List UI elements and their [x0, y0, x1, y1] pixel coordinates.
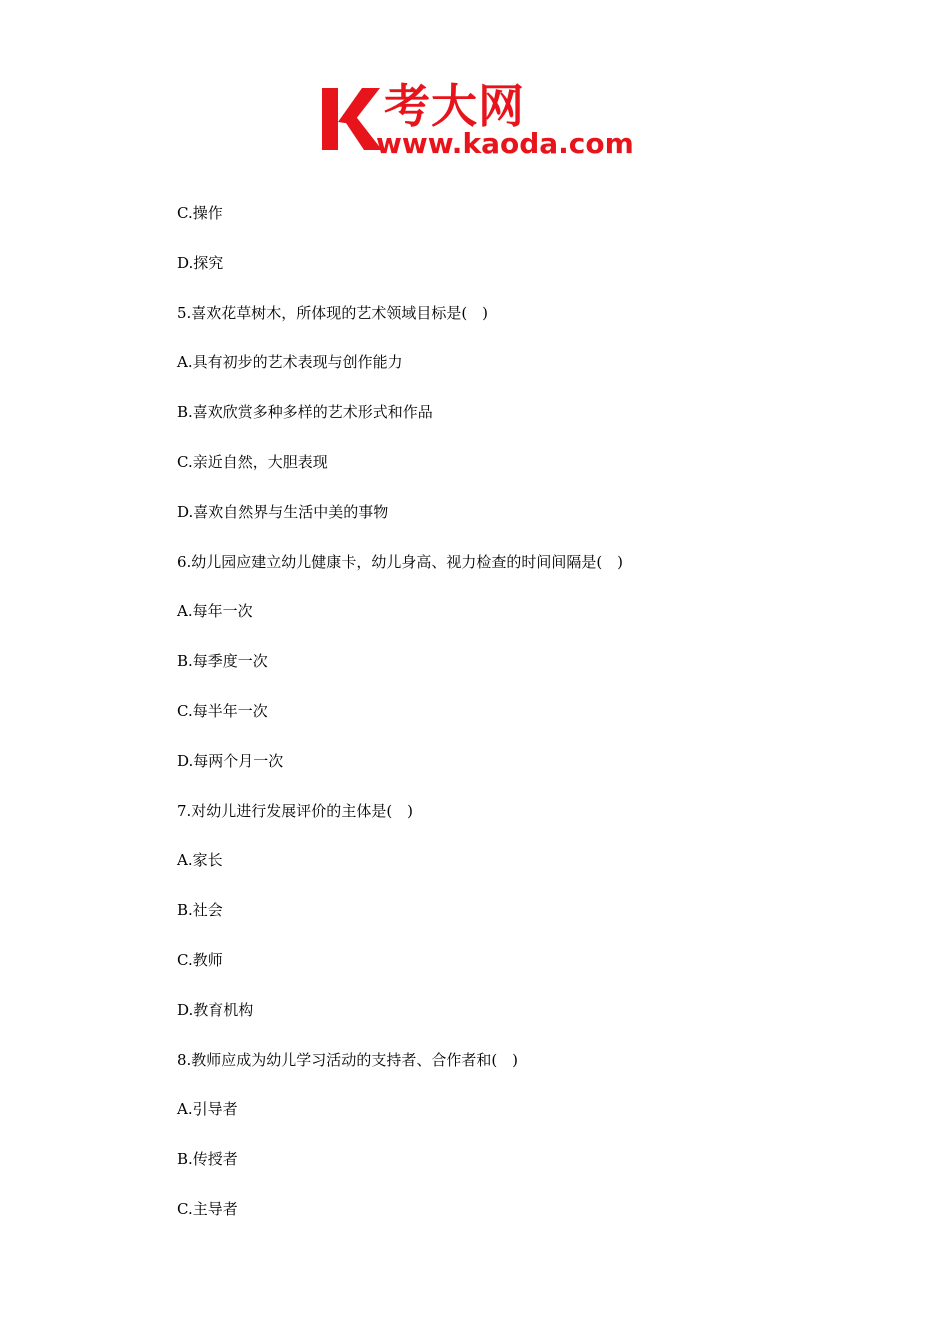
option-line: B.喜欢欣赏多种多样的艺术形式和作品 [177, 403, 433, 422]
logo-chinese-text: 考大网 [384, 79, 525, 133]
option-line: A.每年一次 [177, 602, 253, 621]
question-line: 8.教师应成为幼儿学习活动的支持者、合作者和( ) [177, 1050, 519, 1069]
question-content [177, 199, 877, 1245]
option-line: D.喜欢自然界与生活中美的事物 [177, 502, 389, 521]
question-line: 6.幼儿园应建立幼儿健康卡，幼儿身高、视力检查的时间间隔是( ) [177, 552, 624, 571]
option-line: D.每两个月一次 [177, 751, 284, 770]
option-line: B.每季度一次 [177, 652, 268, 671]
option-line: C.主导者 [177, 1199, 238, 1218]
option-line: C.操作 [177, 204, 223, 222]
logo-website-text: www.kaoda.com [376, 127, 634, 160]
option-line: D.探究 [177, 253, 224, 272]
option-line: A.引导者 [177, 1100, 238, 1119]
kaoda-logo [318, 80, 638, 160]
option-line: C.每半年一次 [177, 701, 268, 720]
option-line: C.教师 [177, 950, 223, 969]
question-line: 5.喜欢花草树木，所体现的艺术领域目标是( ) [177, 303, 489, 322]
option-line: B.传授者 [177, 1150, 238, 1169]
option-line: A.具有初步的艺术表现与创作能力 [177, 353, 403, 372]
option-line: D.教育机构 [177, 1000, 254, 1019]
option-line: B.社会 [177, 901, 223, 920]
option-line: C.亲近自然，大胆表现 [177, 452, 328, 471]
question-line: 7.对幼儿进行发展评价的主体是( ) [177, 801, 414, 820]
option-line: A.家长 [177, 851, 223, 870]
